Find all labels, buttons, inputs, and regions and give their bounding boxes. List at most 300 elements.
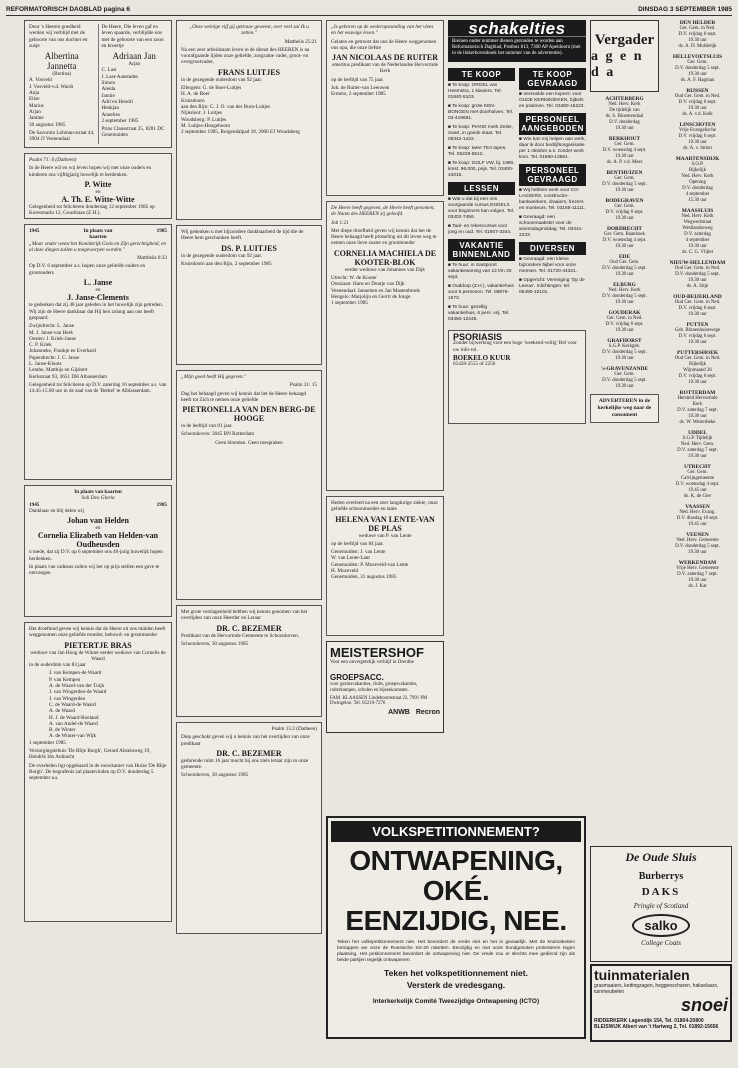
church-place: UDDEL [688, 430, 707, 436]
church-place: VAASSEN [685, 504, 710, 510]
church-line: D.V. woensdag 4 sept. [602, 238, 647, 243]
church-line: D.V. zaterdag [684, 232, 711, 237]
list-item: J. van Wingerden-de Waard [49, 689, 107, 696]
church-line: 19.30 uur [615, 272, 634, 277]
meistershof-ad [326, 641, 444, 733]
church-line: D.V. donderdag [682, 186, 713, 191]
psoriasis-phone: 05428-2555 of 2256 [453, 361, 496, 368]
obituary-bras [24, 622, 172, 922]
meistershof-addr: FAM. KLAASSEN Lindeboomstraat 22, 7991 PM Dwingeloo, Tel. 05210-7276 [330, 695, 428, 707]
church-line: ds. A. D. Mulderijk [678, 44, 717, 49]
birth-left-addr: De Savornin Lohman-straat 44, 3904 JJ Veenendaal [29, 129, 95, 143]
bezemer2-text2: gedurende ruim 16 jaar mocht hij ons ziels leraar zijn in onze gemeente. [181, 757, 309, 771]
church-line: Oud Ger. Gem. [609, 260, 640, 265]
church-line: ds. S. Bloemendaal [605, 114, 644, 119]
church-line: ds. W. Westerbeke [679, 420, 716, 425]
recron-logo: Recron [415, 709, 440, 717]
van-den-berg-quote: „Mijn goed heeft Hij gegeven." [181, 374, 247, 380]
masthead [6, 4, 732, 16]
anniversary-janse-family [29, 323, 167, 373]
church-line: D.V. donderdag 5 sept. [602, 266, 647, 271]
volks-tag-2: Versterk de vredesgang. [406, 980, 506, 990]
church-listing [663, 350, 732, 386]
masthead-left: REFORMATORISCH DAGBLAD pagina 6 [6, 6, 130, 13]
birth-right-name: Adriaan Jan [112, 51, 156, 62]
classified-ad: ■ Wie kan mij helpen aan werk, daar ik door bedrijfsorganisatie per 1 oktober a.s. zonder werk kom. Tel. 01860-13881. [519, 137, 586, 160]
church-line: D.V. vrijdag 6 sept. [605, 210, 644, 215]
church-listing [663, 430, 732, 460]
anniversary-janse-en: en [95, 287, 101, 294]
church-line: ds. A. P. v.d. Meer [606, 160, 643, 165]
church-listing [663, 322, 732, 346]
church-listing [590, 282, 659, 306]
church-line: Opening [689, 180, 706, 185]
vergader-word1: Vergader [594, 31, 655, 48]
church-place: PUTTERSHOEK [676, 350, 719, 356]
psoriasis-ad [448, 330, 586, 424]
classified-ad: ■ Te koop: GOLF VW, bj. 1980, kmst. 96.000, prijs. Tel. 03400-44016. [448, 161, 515, 178]
birth-right-sub: Arjan [128, 61, 141, 68]
section-header: PERSONEEL AANGEBODEN [519, 113, 586, 135]
section-header: DIVERSEN [519, 242, 586, 255]
church-place: VEENEN [686, 532, 709, 538]
de-ruiter-name: JAN NICOLAAS DE RUITER [331, 53, 438, 63]
birth-right-text: De Heere, Die leven gaf en leven spaarde, verblijdde ons met de geboorte van een zoon en broertje [101, 24, 164, 49]
de-ruiter-age: op de leeftijd van 75 jaar. [331, 76, 384, 83]
birth-left-text: Door 's Heeren goedheid werden wij verblijd met de geboorte van ons dochter en zusje [29, 24, 88, 49]
church-place: NIEUW-HELLENDAM [669, 260, 726, 266]
anniversary-janse-name2: J. Janse-Clements [67, 293, 129, 303]
anwb-logo: ANWB [388, 709, 410, 717]
volks-question: VOLKSPETITIONNEMENT? [331, 821, 581, 842]
church-listings-right [663, 20, 732, 958]
church-listing [663, 294, 732, 318]
obituary-van-den-berg [176, 370, 322, 600]
volks-body: Teken het volkspetitionnement niet. Het bevordert de vrede niet en het is gevaarlijk. Met de kruisraketten betrappen we onze de Russische SS-20 raketten. Eenzijdig en niet onze bondgenoten protesteren tegen plaatsing. Het petitionnement bevordert de ontwapening niet. De vrede zou er slechts mee gediend zijn als beide partijen tegelijk ontwapenen. [337, 940, 575, 963]
meistershof-sub: Voor een onvergetelijk verblijf in Drenthe [330, 660, 414, 665]
obituary-bezemer-1 [176, 605, 322, 717]
luitjes-ref: Mattheüs 25:21 [284, 38, 317, 45]
church-line: 19.30 uur [688, 550, 707, 555]
church-place: GRAFHORST [607, 338, 642, 344]
anniversary-witte [24, 153, 172, 219]
de-kooter-text: Met diepe droefheid geven wij kennis dat het de Heere behaagd heeft plotseling uit dit leven weg te nemen onze lieve zuster en grootmoeder [331, 227, 437, 247]
section-header: LESSEN [448, 182, 515, 195]
church-place: EDE [618, 254, 631, 260]
anniversary-janse-quote: „Maar onder weest het Koninkrijk Gods en Zijn gerechtigheid, en al deze dingen zullen u toegeworpen worden." [29, 240, 166, 253]
classified-ad: ■ Taal- en rekencursus voor jong en oud. Tel. 01807-3344. [448, 224, 512, 235]
de-kooter-family [331, 275, 439, 300]
meistershof-brand: GROEPSACC. [330, 673, 384, 682]
list-item: A. de Winter-van Wijk [49, 733, 97, 740]
church-line: 19.30 uur [615, 244, 634, 249]
church-line: ds. A. v. Strien [683, 146, 712, 151]
burberrys-brand: Burberrys [638, 871, 684, 882]
classified-ad: ■ Te huur: in Santpoort vakantiewoning van 12 t/m 20 sept. [448, 263, 512, 280]
church-listing [590, 254, 659, 278]
section-header: TE KOOP [448, 68, 515, 81]
list-item: L. Janse-Kloots [29, 361, 62, 368]
church-line: 19.30 uur [615, 188, 634, 193]
church-line: Ger. Gem. in Ned. [606, 316, 643, 321]
list-item: B. de Winter [49, 727, 76, 734]
church-listing [663, 260, 732, 290]
list-item: C. P. Kriek [29, 342, 52, 349]
church-line: 19.30 uur [688, 380, 707, 385]
church-line: S.G.P. Tijdelijk [682, 436, 713, 441]
bezemer2-date: Schoonhoven, 30 augustus 1985 [181, 772, 249, 779]
church-listing [663, 208, 732, 256]
church-place: 's-GRAVENZANDE [601, 366, 648, 372]
church-line: ds. A. Stijn [686, 284, 709, 289]
classified-ad: ■ Wij hebben werk voor CO-LASSERS, constructie-bankwerkers, draaiers, frezers en monteurs. Tel. 03185-11111. [519, 188, 586, 211]
van-lente-name: HELENA VAN LENTE-VAN DE PLAS [335, 514, 435, 533]
volks-tag-1: Teken het volkspetitionnement niet. [384, 968, 528, 978]
list-item: H. Mozeveld [331, 568, 359, 575]
psoriasis-text: Zonder bijwerking voor een hoge 'weekend-veilig' Bel voor uw info-rol. [453, 340, 577, 353]
van-helden-head: In plaats van kaarten [74, 489, 122, 495]
church-line: ds. K. de Gier [683, 494, 712, 499]
column-family-notices-3 [326, 20, 444, 812]
list-item: A. de Waard [49, 708, 75, 715]
van-den-berg-text: Dag het behaagd geven wij kennis dat het de Heere behaagd heeft tot Zich te nemen onze geliefde [181, 390, 307, 403]
church-place: ELBURG [613, 282, 636, 288]
church-line: D.V. zaterdag 7 sept. [677, 408, 718, 413]
list-item: A. de Waard-van der Tuijk [49, 683, 105, 690]
church-listing [590, 170, 659, 194]
church-line: Ger. Gem. Baanhoek [603, 232, 645, 237]
tuin-addr-1: RIDDERKERK Lagendijk 154, Tel. 01804-20800 [594, 1018, 704, 1024]
church-listing [663, 54, 732, 84]
church-line: D.V. donderdag 5 sept. [602, 350, 647, 355]
church-line: S.O.P. [691, 162, 704, 167]
church-place: WERKENDAM [678, 560, 717, 566]
tuin-addr-2: BLEISWIJK Albert van 't Hartweg 2, Tel. 01892-15656 [594, 1024, 719, 1030]
church-line: Wegwedstraat [683, 220, 712, 225]
classified-ad: ■ Opgericht: Vereniging 'Op de Leeuw'. Inlichtingen: tel. 05490-10101. [519, 278, 585, 295]
psoriasis-title: PSORIASIS [453, 332, 503, 342]
church-listing [663, 560, 732, 590]
list-item: M. J. Janse-van Herk [29, 329, 73, 336]
church-line: 15.30 uur [688, 198, 707, 203]
section-header: VAKANTIE BINNENLAND [448, 239, 515, 261]
classified-ad: ■ Te koop: grote KEN-BONGEN met doorhalven. Tel. 03-419681. [448, 104, 514, 121]
tuin-sub: grasmaaiers, kettingzagen, heggenscharen, hakselaars, tuinmeubelen [594, 983, 719, 995]
church-line: 19.30 uur [688, 244, 707, 249]
classified-col-a [448, 65, 515, 326]
church-line: D.V. zaterdag 7 sept. [677, 448, 718, 453]
classified-ad: ■ Versnelde een kopers: voor OUDE KERKBOEKEN, bijbels en psalmen. Tel. 03480-16223. [519, 92, 585, 109]
luitjes-name: FRANS LUITJES [217, 67, 280, 77]
list-item: H. A. de Boer [181, 91, 210, 98]
luitjes-date: 2 september 1985, Ruigendalpad 18, 2000 EJ Woudsberg [181, 129, 300, 136]
bras-name: PIETERTJE BRAS [64, 640, 132, 650]
church-line: Oud Ger. Gem. in Ned. [674, 356, 721, 361]
church-listing [663, 532, 732, 556]
list-item: Joh. de Ruiter-van Leeuwen [331, 85, 390, 92]
list-item: Oosten: J. Kriek-Janse [29, 335, 76, 342]
church-line: 19.30 uur [615, 328, 634, 333]
bezemer2-name: DR. C. BEZEMER [216, 748, 282, 758]
list-item: Elise [29, 96, 40, 103]
anniversary-van-helden [24, 485, 172, 617]
anniversary-janse-mid: In plaats van kaarten [83, 228, 113, 241]
de-ruiter-text: Gelaten en getroost dat ons de Heere weggenomen ons opa, die onze liefste [331, 38, 437, 51]
church-line: 19.30 uur [688, 278, 707, 283]
list-item: Nijnsloot: J. Luitjes [181, 110, 223, 117]
column-family-notices-1 [24, 20, 172, 1050]
church-line: 19.30 uur [615, 154, 634, 159]
van-lente-text: Heden overleed na een zeer langdurige ziekte, onze geliefde schoonmoeder en tante [331, 500, 438, 513]
church-place: OUD-BEIJERLAND [673, 294, 722, 300]
church-line: 19.30 uur [688, 140, 707, 145]
church-listing [590, 198, 659, 222]
church-listing [663, 156, 732, 204]
church-line: D.V. donderdag 5 sept. [675, 544, 720, 549]
church-line: Ned. Herv. Gem. [680, 442, 715, 447]
van-den-berg-age: in de leeftijd van 81 jaar. [181, 423, 233, 430]
volks-headline-1: ONTWAPENING, OKÉ. [349, 845, 563, 906]
van-lente-sub: weduwe van P. van Lente [358, 532, 412, 539]
column-meeting-agenda [590, 20, 732, 958]
list-item: Veenendaal: Jannetten en Jan Mastenbroek [331, 287, 421, 294]
list-item: Utrecht: W. de Kooter [331, 275, 377, 282]
church-line: D.V. donderdag 5 sept. [602, 378, 647, 383]
church-line: Wijnmaand 26 [683, 368, 712, 373]
volkspetitionnement-ad [326, 816, 586, 1039]
church-line: Geb. Binnenhuisewege [674, 328, 721, 333]
church-line: 19.30 uur [688, 72, 707, 77]
church-line: D.V. donderdag [609, 120, 640, 125]
birth-left-name: Albertina Jannetta [44, 51, 79, 72]
church-line: De tijdelijk van [609, 108, 640, 113]
church-line: D.V. vrijdag 6 sept. [678, 32, 717, 37]
list-item: Annelies [101, 111, 120, 118]
church-line: ds. A. v.d. Kolk [682, 112, 713, 117]
list-item: J. van Kempen-de Waard [49, 670, 102, 677]
church-listings-left [590, 96, 659, 390]
church-line: D.V. vrijdag 6 sept. [678, 306, 717, 311]
church-line: 19.30 uur [615, 300, 634, 305]
bezemer1-text2: Predikant van de Hervormde Gemeente te Schoonhoven. [181, 632, 299, 639]
church-line: Westlandseweg [682, 226, 713, 231]
salko-logo: salko [632, 914, 689, 937]
ds-luitjes-age: in de gezegende ouderdom van 92 jaar. [181, 252, 263, 259]
obituary-van-lente [326, 496, 444, 636]
list-item: Anja [29, 90, 40, 97]
meistershof-title: MEISTERSHOF [330, 645, 424, 660]
bras-sub: weduwe van Jan Hoog de Winter eerder weduwe van Cornelis de Waard [30, 649, 166, 662]
de-ruiter-quote: „Is geboren op de wederopstanding van het vlees en het eeuwige leven." [331, 24, 434, 37]
church-line: Rijkelijk [688, 168, 707, 173]
list-item: A. Vosveld [29, 77, 52, 84]
church-line: D.V. woensdag 4 sept. [675, 482, 720, 487]
church-place: BENTHUIZEN [606, 170, 643, 176]
list-item: C. de Waard-de Waard [49, 701, 96, 708]
bras-date: 1 september 1985 [29, 739, 66, 746]
volks-headline-2: EENZIJDIG, NEE. [345, 905, 567, 936]
snoei-logo: snoei [680, 995, 728, 1015]
church-line: D.V. dinsdag 10 sept. [676, 516, 719, 521]
list-item: W. van Lente-Lant [331, 555, 370, 562]
anniversary-witte-name2: A. Th. E. Witte-Witte [61, 195, 135, 205]
church-line: D.V. vrijdag 6 sept. [678, 100, 717, 105]
van-helden-year-left: 1945 [29, 501, 40, 508]
luitjes-quote: „Onze weinige vijf gij getrouw geweest, over veel zal Ik u zetten." [189, 24, 309, 37]
church-line: D.V. vrijdag 6 sept. [678, 334, 717, 339]
schakeltjes-header [448, 20, 586, 62]
church-line: D.V. vrijdag 6 sept. [605, 322, 644, 327]
list-item: M. Luitjes-Hoogeboom [181, 122, 230, 129]
van-lente-age: op de leeftijd van 84 jaar. [331, 540, 384, 547]
anniversary-janse-name1: L. Janse [83, 278, 113, 288]
birth-left-date: 30 augustus 1985 [29, 121, 66, 128]
church-place: RIJSSEN [686, 88, 709, 94]
classified-ad: ■ Te koop: ORGEL van Heemstra, 1 klaviers. Tel. 01840-5103. [448, 83, 502, 100]
church-line: 19.30 uur [688, 312, 707, 317]
obituary-ds-luitjes [176, 225, 322, 365]
list-item: A. van Andel-de Waard [49, 720, 98, 727]
list-item: Kruisdoorn [181, 97, 205, 104]
list-item: J. van Wingerden [49, 695, 86, 702]
church-line: 19.30 uur [688, 106, 707, 111]
church-line: Hersteld Hervormde [677, 396, 718, 401]
luitjes-family [181, 85, 317, 129]
church-line: ds. J. Kat [688, 584, 707, 589]
classified-ad: ■ Gevraagd: een schoonmaakster voor de woensdagmiddag. Tel. 03441-2233. [519, 215, 583, 238]
church-line: Ger. Gem. [614, 176, 635, 181]
anniversary-janse-addr: Kerkstraat 93, 3651 DH Albasserdam [29, 373, 107, 380]
column-classifieds [448, 20, 586, 812]
church-line: Ned. Herv. Kerk [608, 102, 641, 107]
church-line: D.V. donderdag 5 sept. [602, 294, 647, 299]
luitjes-age: in de gezegende ouderdom van 92 jaar. [181, 76, 263, 83]
list-item: aan den Rijn: C. J. O. van der Burn-Luitjes [181, 103, 271, 110]
anniversary-janse-foot: Gelegenheid tot feliciteren op D.V. zaterdag 10 september a.s. van 14.45-15.00 uur in de zaal van de 'Bethel' te Alblasserdam. [29, 381, 167, 395]
classified-ad: ■ Gevraagd: een kleine bijzondere bijbel voor onze mensen. Tel. 01720-44321. [519, 257, 578, 274]
church-line: Ned. Herv. Evang. [679, 510, 716, 515]
church-line: 19.30 uur [615, 216, 634, 221]
church-line: Ned. Herv. Gemeente [676, 538, 719, 543]
church-line: D.V. zaterdag 7 sept. [677, 572, 718, 577]
van-den-berg-place: Schoonhoven: 3045 BN Rotterdam [181, 431, 255, 438]
church-line: 19.30 uur [615, 126, 634, 131]
list-item: Papendrecht: J. C. Janse [29, 354, 80, 361]
oude-sluis-ad [590, 846, 732, 962]
bras-age: in de ouderdom van 83 jaar [29, 662, 86, 669]
bezemer2-ref: Psalm 15:2 (Datheen) [271, 726, 317, 732]
church-line: 19.30 uur [688, 578, 707, 583]
church-line: Oud Ger. Gem. in Ned. [674, 266, 721, 271]
church-place: LINSCHOTEN [679, 122, 716, 128]
church-place: PUTTEN [686, 322, 709, 328]
list-item: Zwijndrecht: L. Janse [29, 323, 75, 330]
church-listing [590, 226, 659, 250]
obituary-bezemer-2 [176, 722, 322, 934]
church-place: ACHTERBERG [605, 96, 644, 102]
van-helden-en: en [95, 525, 101, 532]
de-kooter-date: 1 september 1985 [331, 300, 368, 307]
church-line: Calvijngemeente [680, 476, 715, 481]
list-item: Jantine [29, 115, 44, 122]
church-listing [590, 96, 659, 132]
church-line: Ned. Herv. Kerk [681, 214, 714, 219]
list-item: C. Last [101, 67, 117, 74]
church-place: BERKHOUT [608, 136, 641, 142]
church-line: D.V. woensdag 4 sept. [602, 148, 647, 153]
church-place: UTRECHT [684, 464, 711, 470]
list-item: Simon [101, 80, 116, 87]
tuinmaterialen-ad [590, 964, 732, 1042]
church-line: D.V. donderdag 5 sept. [675, 66, 720, 71]
church-line: Ger. Gem. [687, 60, 708, 65]
bras-text: De overleden ligt opgebaard in de rouwkamer van Huize 'De Blije Borgh'. De begrafenis zal plaatsvinden op D.V. donderdag 5 september a.s. [29, 762, 167, 782]
list-item: Woudsberg: P. Luitjes [181, 116, 227, 123]
anniversary-witte-name1: P. Witte [84, 179, 112, 189]
obituary-de-ruiter [326, 20, 444, 196]
church-place: DEN HELDER [679, 20, 716, 26]
church-line: 19.30 uur [615, 384, 634, 389]
church-line: D.V. donderdag 5 sept. [602, 182, 647, 187]
van-helden-name2: Cornelia Elizabeth van Helden-van Oudheusden [37, 531, 159, 550]
classified-ad: ■ Ouddorp (Z.H.), vakantiehuis voor 6 personen. Tel. 08876-1573. [448, 284, 514, 301]
church-listing [590, 366, 659, 390]
church-line: Vrije Evangelische [678, 128, 717, 133]
church-line: Oud Ger. Gem. in Ned. [674, 300, 721, 305]
de-kooter-name: CORNELIA MACHIELA DE KOOTER-BLOK [333, 248, 437, 267]
list-item: Henkjan [101, 105, 120, 112]
list-item: Johanneke, Frankje en Everhard [29, 348, 96, 355]
ds-luitjes-name: DS. P. LUITJES [221, 243, 277, 253]
de-ruiter-text2: emeritus predikant van de Nederlandse Hervormde Kerk [332, 62, 438, 75]
list-item: J. Last-Aanstades [101, 73, 139, 80]
bezemer1-date: Schoonhoven, 30 augustus 1985 [181, 640, 249, 647]
church-line: 19.30 uur [615, 356, 634, 361]
advertising-note: ADVERTEREN in de kerkelijke weg naar de consument [590, 394, 659, 423]
list-item: Oostzaan: Hans en Doutje van Dijk [331, 281, 405, 288]
list-item: Genemuiden: J. van Lente [331, 549, 386, 556]
list-item: Aleida [101, 86, 116, 93]
church-place: MAASSLUIS [681, 208, 714, 214]
church-line: Oud Ger. Gem. in Ned. [674, 94, 721, 99]
church-listing [590, 338, 659, 362]
anniversary-janse-year-right: 1985 [156, 228, 167, 234]
birth-left-list [29, 77, 95, 121]
classified-ad: ■ Te huur: gezellig vakantiehuis, 6 pers. vrij. Tel. 03450-12345. [448, 305, 510, 322]
birth-right-date: 2 september 1985 [101, 117, 139, 124]
church-line: 4 september [685, 192, 710, 197]
masthead-right: DINSDAG 3 SEPTEMBER 1985 [638, 6, 732, 13]
ds-luitjes-date: Kruisdoorn aan den Rijn, 2 september 1985 [181, 260, 272, 267]
church-line: Ger. Gem. in Ned. [679, 26, 716, 31]
anniversary-janse-year-left: 1945 [29, 228, 40, 234]
anniversary-janse [24, 224, 172, 480]
church-line: Vrije Herv. Gemeente [676, 566, 719, 571]
church-line: 19.30 uur [688, 38, 707, 43]
van-lente-family [331, 549, 439, 574]
bras-place: Verzorgingstehuis 'De Blije Borgh', Gerard Alsteinweg 19, Hendrik Ido Ambacht [29, 748, 151, 761]
bezemer2-text: Diep geschokt geven wij u kennis van het overlijden van onze predikant [181, 734, 310, 747]
anniversary-witte-text: In de Heere wil en wij leven hopen wij met onze ouders en kinderen ons vijftigjarig huwelijk te herdenken. [29, 165, 152, 178]
church-line: Ger. Gem. [614, 372, 635, 377]
anniversary-janse-text: Op D.V. 6 september a.s. hopen onze geliefde ouders en grootouders [29, 263, 146, 276]
de-kooter-ref: Job 1:21 [331, 219, 349, 226]
classified-sections [448, 65, 586, 326]
church-line: 19.30 uur [688, 454, 707, 459]
church-line: D.V. vrijdag 6 sept. [678, 374, 717, 379]
tuin-title: tuinmaterialen [594, 967, 690, 983]
church-listing [663, 20, 732, 50]
